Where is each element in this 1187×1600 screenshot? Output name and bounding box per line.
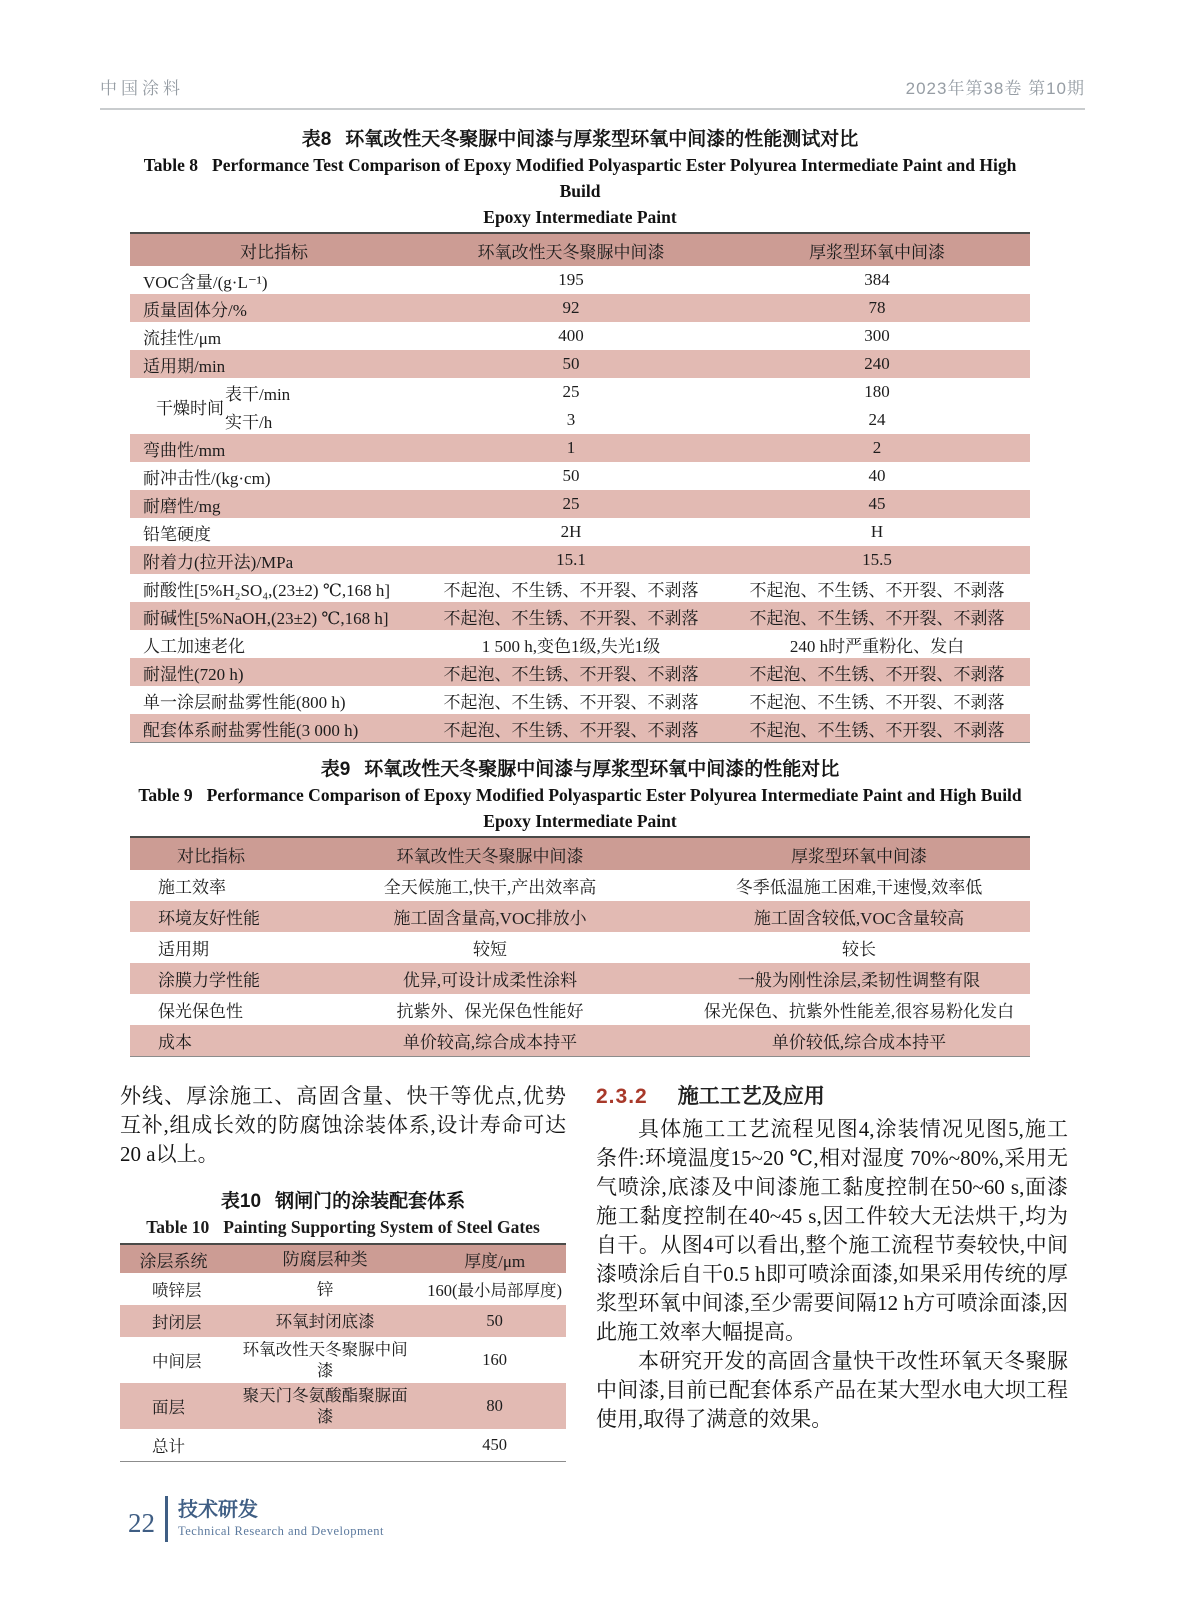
table-cell: 300	[864, 326, 890, 345]
table-cell: 不起泡、不生锈、不开裂、不剥落	[749, 580, 1005, 600]
right-column	[596, 1082, 1068, 1462]
table-cell: 不起泡、不生锈、不开裂、不剥落	[749, 664, 1005, 684]
table8	[130, 232, 1030, 743]
table-cell: 15.5	[862, 550, 892, 569]
left-paragraph: 外线、厚涂施工、高固含量、快干等优点,优势互补,组成长效的防腐蚀涂装体系,设计寿命可达20 a以上。	[120, 1084, 566, 1166]
table-cell: 400	[558, 326, 584, 345]
table-cell: 封闭层	[152, 1313, 202, 1332]
table10	[120, 1243, 566, 1462]
column-header: 对比指标	[240, 242, 308, 262]
table-cell: 耐冲击性/(kg·cm)	[143, 468, 271, 488]
section-heading	[596, 1082, 1068, 1111]
table-cell: 1	[566, 438, 576, 457]
table-cell: 成本	[158, 1033, 192, 1052]
table-cell: 保光保色、抗紫外性能差,很容易粉化发白	[703, 1002, 1015, 1021]
table-cell: 25	[562, 494, 580, 513]
page-footer	[128, 1496, 384, 1542]
table-cell: 环氧改性天冬聚脲中间漆	[242, 1340, 408, 1380]
table-row	[120, 1383, 566, 1429]
table-cell: 冬季低温施工困难,干速慢,效率低	[735, 878, 983, 897]
column-header: 涂层系统	[139, 1251, 208, 1271]
table-cell: 384	[864, 270, 890, 289]
table-cell: 195	[558, 270, 584, 289]
table-cell: 保光保色性	[158, 1002, 243, 1021]
table-row	[130, 932, 1030, 963]
table-row	[130, 602, 1030, 630]
table-row	[130, 901, 1030, 932]
table-row	[130, 1025, 1030, 1056]
table-cell: 适用期/min	[143, 356, 226, 376]
table-cell: 施工固含量高,VOC排放小	[393, 909, 587, 928]
table-cell: 不起泡、不生锈、不开裂、不剥落	[443, 580, 699, 600]
table-row	[120, 1273, 566, 1305]
table-row	[130, 574, 1030, 602]
table-cell: 环氧封闭底漆	[275, 1311, 375, 1331]
table-cell: 2H	[560, 522, 582, 541]
table-row	[130, 546, 1030, 574]
table-cell: 配套体系耐盐雾性能(3 000 h)	[143, 720, 359, 740]
table-row	[130, 378, 1030, 434]
table-cell: 不起泡、不生锈、不开裂、不剥落	[749, 692, 1005, 712]
table-cell	[418, 378, 724, 434]
table9-title-zh: 表9 环氧改性天冬聚脲中间漆与厚浆型环氧中间漆的性能对比	[320, 759, 840, 780]
right-paragraph-1: 具体施工工艺流程见图4,涂装情况见图5,施工条件:环境温度15~20 ℃,相对湿度 70%~80%,采用无气喷涂,底漆及中间漆施工黏度控制在50~60 s,面漆施工黏度控制在40~45 s,因工件较大无法烘干,均为自干。从图4可以看出,整个施工流程节奏较快,中间漆喷涂后自干0.5 h即可喷涂面漆,如果采用传统的厚浆型环氧中间漆,至少需要间隔12 h方可喷涂面漆,因此施工效率大幅提高。	[596, 1117, 1068, 1344]
table-row	[130, 963, 1030, 994]
table-cell: 喷锌层	[152, 1281, 202, 1300]
table-row	[130, 294, 1030, 322]
table-cell: 不起泡、不生锈、不开裂、不剥落	[443, 608, 699, 628]
table-cell: VOC含量/(g·L⁻¹)	[143, 272, 268, 292]
table-cell: 15.1	[556, 550, 586, 569]
table8-block	[130, 128, 1030, 743]
table8-title-en: Table 8 Performance Test Comparison of Epoxy Modified Polyaspartic Ester Polyurea Intermediate Paint and High Build Epoxy Intermediate Paint	[143, 155, 1017, 227]
sub-label: 实干/h	[225, 412, 273, 432]
table-header-row	[120, 1243, 566, 1273]
table-cell: 聚天门冬氨酸酯聚脲面漆	[242, 1386, 408, 1426]
column-header: 厚浆型环氧中间漆	[809, 242, 945, 262]
table-cell: 施工效率	[158, 878, 226, 897]
table-cell: 适用期	[158, 940, 209, 959]
table-row	[130, 994, 1030, 1025]
table-cell: 总计	[152, 1437, 185, 1456]
sub-value: 25	[562, 382, 580, 401]
table-row	[130, 462, 1030, 490]
table-cell: 80	[486, 1396, 503, 1415]
table-cell: 锌	[316, 1279, 334, 1299]
table-header-row	[130, 836, 1030, 870]
footer-divider	[165, 1496, 168, 1542]
section-number: 2.3.2	[596, 1085, 648, 1108]
table-cell: 较短	[473, 940, 507, 959]
column-header: 防腐层种类	[282, 1249, 368, 1269]
table-cell: 240	[864, 354, 890, 373]
table-cell: 耐磨性/mg	[143, 496, 221, 516]
table-cell: 50	[486, 1311, 503, 1330]
footer-section-zh: 技术研发	[178, 1499, 258, 1521]
table-cell: 一般为刚性涂层,柔韧性调整有限	[737, 971, 981, 990]
table-cell: 人工加速老化	[143, 636, 245, 656]
table-cell: 耐湿性(720 h)	[143, 664, 244, 684]
table9	[130, 836, 1030, 1057]
table-cell: 单一涂层耐盐雾性能(800 h)	[143, 692, 346, 712]
table-cell: 中间层	[152, 1352, 202, 1371]
table-cell: 50	[562, 354, 580, 373]
table-row	[130, 686, 1030, 714]
table-cell: 240 h时严重粉化、发白	[789, 636, 965, 656]
page-number: 22	[128, 1507, 155, 1538]
sub-value: 24	[868, 410, 886, 429]
table-row	[130, 714, 1030, 742]
table-cell: 不起泡、不生锈、不开裂、不剥落	[443, 664, 699, 684]
table-row	[130, 434, 1030, 462]
table-cell: 2	[872, 438, 882, 457]
journal-name: 中国涂料	[100, 79, 184, 98]
table-cell: 抗紫外、保光保色性能好	[396, 1002, 584, 1021]
section-title: 施工工艺及应用	[677, 1085, 825, 1108]
column-header: 对比指标	[177, 846, 245, 866]
table-cell: 附着力(拉开法)/MPa	[143, 552, 294, 572]
table-cell: 涂膜力学性能	[158, 971, 260, 990]
table-row	[130, 322, 1030, 350]
sub-value: 3	[566, 410, 576, 429]
table-row	[130, 266, 1030, 294]
left-column	[120, 1082, 566, 1462]
table-row	[130, 518, 1030, 546]
table-cell: 160(最小局部厚度)	[427, 1281, 562, 1300]
table-cell: 质量固体分/%	[143, 300, 247, 320]
table-row	[130, 658, 1030, 686]
sub-value: 180	[864, 382, 890, 401]
table-cell: 耐碱性[5%NaOH,(23±2) ℃,168 h]	[143, 608, 389, 628]
page-header	[100, 74, 1085, 110]
table-cell: 面层	[152, 1398, 185, 1417]
table-row	[130, 630, 1030, 658]
table10-title-en: Table 10 Painting Supporting System of Steel Gates	[146, 1217, 540, 1237]
right-paragraph-2: 本研究开发的高固含量快干改性环氧天冬聚脲中间漆,目前已配套体系产品在某大型水电大坝工程使用,取得了满意的效果。	[596, 1349, 1068, 1431]
table-cell: 施工固含较低,VOC含量较高	[753, 909, 965, 928]
table-cell: 耐酸性[5%H₂SO₄,(23±2) ℃,168 h]	[143, 580, 391, 600]
table-cell: 全天候施工,快干,产出效率高	[383, 878, 597, 897]
group-label: 干燥时间	[156, 398, 224, 418]
table-cell: 单价较高,综合成本持平	[402, 1033, 578, 1052]
table-row	[130, 870, 1030, 901]
issue-info: 2023年第38卷 第10期	[905, 79, 1085, 98]
table-cell: 不起泡、不生锈、不开裂、不剥落	[443, 692, 699, 712]
two-column-section	[120, 1082, 1068, 1462]
table9-block	[130, 758, 1030, 1057]
column-header: 厚浆型环氧中间漆	[791, 846, 927, 866]
table-cell: 92	[562, 298, 580, 317]
column-header: 环氧改性天冬聚脲中间漆	[477, 242, 665, 262]
table9-title-en: Table 9 Performance Comparison of Epoxy Modified Polyaspartic Ester Polyurea Intermediate Paint and High Build Epoxy Intermediate Paint	[138, 785, 1022, 831]
table-cell: H	[870, 522, 884, 541]
table-header-row	[130, 232, 1030, 266]
table-cell: 78	[868, 298, 886, 317]
table-row	[120, 1305, 566, 1337]
table-row	[130, 350, 1030, 378]
table-cell: 流挂性/μm	[143, 328, 222, 348]
table-cell: 不起泡、不生锈、不开裂、不剥落	[749, 720, 1005, 740]
table-cell: 弯曲性/mm	[143, 440, 226, 460]
sub-label: 表干/min	[225, 384, 291, 404]
table-cell: 不起泡、不生锈、不开裂、不剥落	[749, 608, 1005, 628]
table-cell: 1 500 h,变色1级,失光1级	[481, 636, 661, 656]
table-cell: 不起泡、不生锈、不开裂、不剥落	[443, 720, 699, 740]
table10-title-zh: 表10 钢闸门的涂装配套体系	[220, 1191, 466, 1212]
table-cell	[724, 378, 1030, 434]
table-cell: 铅笔硬度	[143, 524, 211, 544]
table-cell: 较长	[842, 940, 876, 959]
table-cell: 40	[868, 466, 886, 485]
table-cell: 45	[868, 494, 886, 513]
table-cell: 50	[562, 466, 580, 485]
table-row	[130, 490, 1030, 518]
table-cell: 450	[482, 1435, 507, 1454]
table-cell: 环境友好性能	[158, 909, 260, 928]
group-cell	[130, 378, 418, 434]
column-header: 环氧改性天冬聚脲中间漆	[396, 846, 584, 866]
table-cell: 单价较低,综合成本持平	[771, 1033, 947, 1052]
table-cell: 优异,可设计成柔性涂料	[402, 971, 578, 990]
table-row	[120, 1429, 566, 1461]
table-row	[120, 1337, 566, 1383]
column-header: 厚度/μm	[464, 1251, 526, 1271]
footer-section-en: Technical Research and Development	[178, 1524, 384, 1538]
table-cell: 160	[482, 1350, 507, 1369]
table8-title-zh: 表8 环氧改性天冬聚脲中间漆与厚浆型环氧中间漆的性能测试对比	[301, 129, 859, 150]
